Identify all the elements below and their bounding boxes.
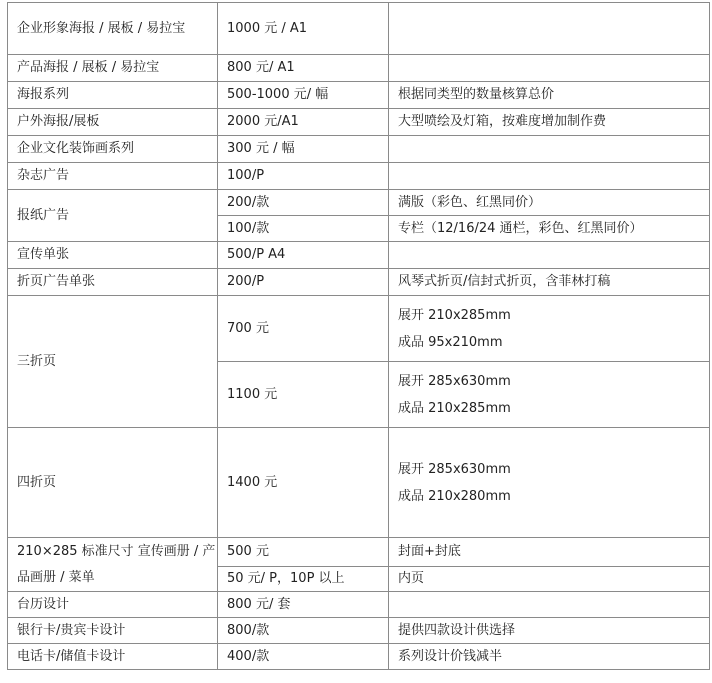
table-row bbox=[8, 242, 710, 269]
note-cell bbox=[389, 163, 710, 190]
price-cell: 800 元/ A1 bbox=[218, 55, 389, 82]
note-line: 成品 210x285mm bbox=[398, 400, 511, 416]
item-cell: 四折页 bbox=[8, 428, 218, 538]
table-row bbox=[8, 163, 710, 190]
price-cell: 800 元/ 套 bbox=[218, 592, 389, 618]
price-cell: 1400 元 bbox=[218, 428, 389, 538]
note-line: 成品 95x210mm bbox=[398, 334, 503, 350]
note-line: 展开 285x630mm bbox=[398, 461, 511, 477]
item-cell: 企业形象海报 / 展板 / 易拉宝 bbox=[8, 3, 218, 55]
note-cell bbox=[389, 592, 710, 618]
note-cell bbox=[389, 362, 710, 428]
price-cell: 100/P bbox=[218, 163, 389, 190]
table-row bbox=[8, 428, 710, 538]
item-cell: 产品海报 / 展板 / 易拉宝 bbox=[8, 55, 218, 82]
item-cell: 三折页 bbox=[8, 296, 218, 428]
note-cell: 满版（彩色、红黑同价） bbox=[389, 190, 710, 216]
price-cell: 500 元 bbox=[218, 538, 389, 567]
table-row bbox=[8, 644, 710, 670]
item-cell: 报纸广告 bbox=[8, 190, 218, 242]
table-row bbox=[8, 109, 710, 136]
table-row bbox=[8, 136, 710, 163]
note-cell bbox=[389, 136, 710, 163]
note-cell: 系列设计价钱减半 bbox=[389, 644, 710, 670]
note-cell: 大型喷绘及灯箱，按难度增加制作费 bbox=[389, 109, 710, 136]
note-cell bbox=[389, 296, 710, 362]
item-cell: 宣传单张 bbox=[8, 242, 218, 269]
price-cell: 400/款 bbox=[218, 644, 389, 670]
item-cell: 户外海报/展板 bbox=[8, 109, 218, 136]
price-cell: 300 元 / 幅 bbox=[218, 136, 389, 163]
price-table bbox=[7, 2, 710, 670]
note-cell: 专栏（12/16/24 通栏，彩色、红黑同价） bbox=[389, 216, 710, 242]
item-cell: 电话卡/储值卡设计 bbox=[8, 644, 218, 670]
note-line: 展开 210x285mm bbox=[398, 307, 511, 323]
item-cell: 企业文化装饰画系列 bbox=[8, 136, 218, 163]
table-row bbox=[8, 190, 710, 216]
note-line: 成品 210x280mm bbox=[398, 488, 511, 504]
item-cell: 台历设计 bbox=[8, 592, 218, 618]
table-row bbox=[8, 82, 710, 109]
price-cell: 50 元/ P，10P 以上 bbox=[218, 567, 389, 592]
price-cell: 500/P A4 bbox=[218, 242, 389, 269]
price-cell: 500-1000 元/ 幅 bbox=[218, 82, 389, 109]
item-cell: 210×285 标准尺寸 宣传画册 / 产品画册 / 菜单 bbox=[8, 538, 218, 592]
price-cell: 1000 元 / A1 bbox=[218, 3, 389, 55]
table-row bbox=[8, 55, 710, 82]
table-row bbox=[8, 538, 710, 567]
table-row bbox=[8, 269, 710, 296]
price-cell: 200/款 bbox=[218, 190, 389, 216]
price-cell: 700 元 bbox=[218, 296, 389, 362]
price-cell: 2000 元/A1 bbox=[218, 109, 389, 136]
price-cell: 200/P bbox=[218, 269, 389, 296]
price-cell: 1100 元 bbox=[218, 362, 389, 428]
note-cell: 内页 bbox=[389, 567, 710, 592]
note-cell: 风琴式折页/信封式折页，含菲林打稿 bbox=[389, 269, 710, 296]
note-line: 展开 285x630mm bbox=[398, 373, 511, 389]
table-row bbox=[8, 3, 710, 55]
note-cell bbox=[389, 55, 710, 82]
note-cell bbox=[389, 428, 710, 538]
table-row bbox=[8, 618, 710, 644]
item-cell: 杂志广告 bbox=[8, 163, 218, 190]
price-cell: 100/款 bbox=[218, 216, 389, 242]
item-cell: 折页广告单张 bbox=[8, 269, 218, 296]
note-cell: 根据同类型的数量核算总价 bbox=[389, 82, 710, 109]
note-cell bbox=[389, 242, 710, 269]
table-row bbox=[8, 296, 710, 362]
item-cell: 银行卡/贵宾卡设计 bbox=[8, 618, 218, 644]
note-cell: 提供四款设计供选择 bbox=[389, 618, 710, 644]
note-cell: 封面+封底 bbox=[389, 538, 710, 567]
table-row bbox=[8, 592, 710, 618]
note-cell bbox=[389, 3, 710, 55]
item-cell: 海报系列 bbox=[8, 82, 218, 109]
price-cell: 800/款 bbox=[218, 618, 389, 644]
